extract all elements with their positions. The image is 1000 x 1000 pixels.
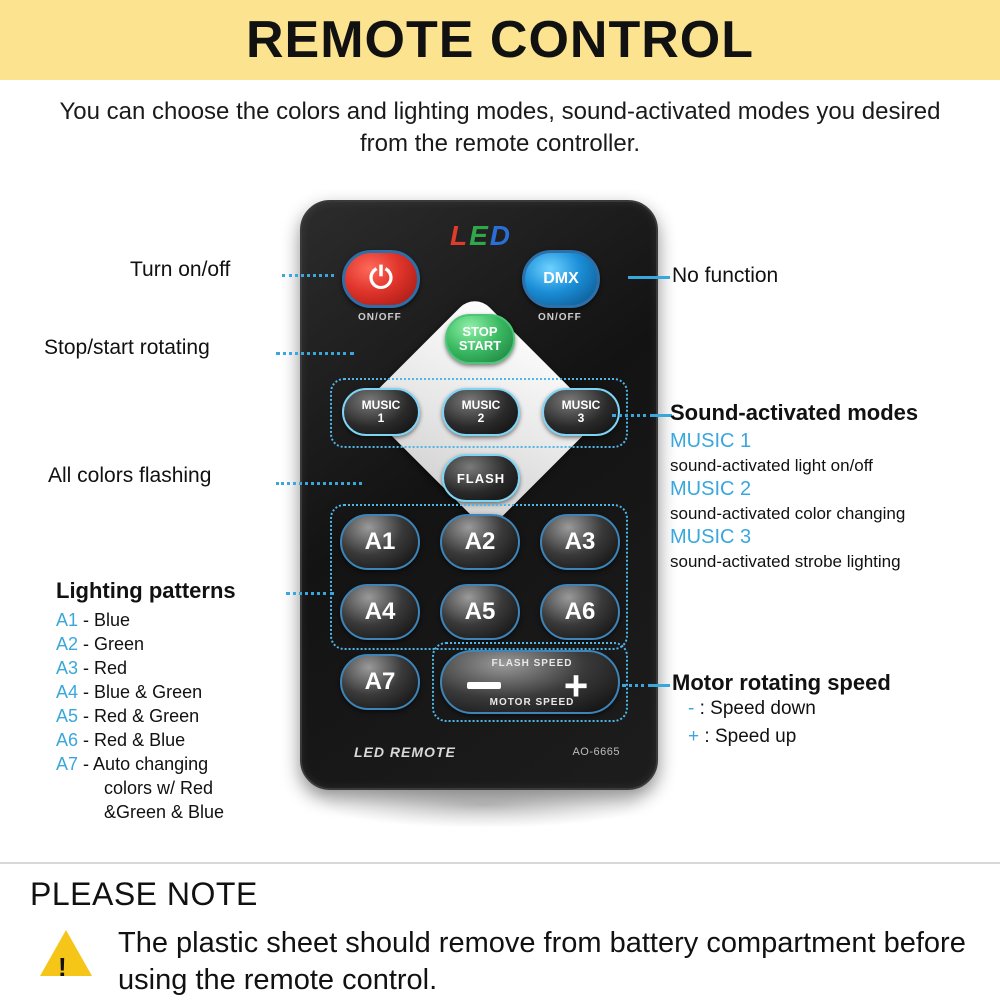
pattern-a7-extra-line2: &Green & Blue: [104, 802, 225, 822]
dmx-button-sublabel: ON/OFF: [538, 312, 582, 323]
callout-all-colors-flashing: All colors flashing: [48, 464, 212, 487]
header-banner: [0, 0, 1000, 80]
pattern-code-a6: A6: [56, 730, 79, 750]
sound-mode-2-desc: sound-activated color changing: [670, 504, 906, 523]
power-icon: ⏻: [369, 262, 393, 295]
pattern-list-item-a1: [56, 610, 130, 631]
led-logo: [302, 220, 660, 252]
leader-sound-modes-solid: [650, 414, 672, 417]
speed-up-button[interactable]: +: [563, 662, 589, 710]
pattern-desc-a7: - Auto changing: [83, 754, 209, 774]
speed-group-box: [432, 642, 628, 722]
callout-sound-modes-title: Sound-activated modes: [670, 400, 919, 425]
motor-speed-row-up: [688, 726, 796, 748]
pattern-desc-a5: - Red & Green: [83, 706, 200, 726]
flash-button[interactable]: FLASH: [442, 454, 520, 502]
motor-speed-row-down: [688, 698, 816, 720]
remote-brand: LED REMOTE: [354, 744, 456, 760]
led-logo-d: D: [489, 220, 513, 251]
pattern-desc-a1: - Blue: [83, 610, 131, 630]
pattern-list-item-a2: [56, 634, 144, 655]
leader-all-colors-flashing: [276, 482, 362, 485]
sound-mode-1-name: MUSIC 1: [670, 430, 752, 452]
pattern-button-a3[interactable]: A3: [540, 514, 620, 570]
page-title: REMOTE CONTROL: [246, 11, 754, 69]
callout-motor-speed-title: Motor rotating speed: [672, 670, 891, 695]
start-label: START: [458, 338, 502, 353]
pattern-group-box: [330, 504, 628, 650]
sound-mode-3-name: MUSIC 3: [670, 526, 752, 548]
pattern-code-a1: A1: [56, 610, 79, 630]
music-3-label: MUSIC: [561, 397, 601, 412]
callout-turn-on-off: Turn on/off: [130, 258, 231, 281]
leader-turn-on-off: [282, 274, 334, 277]
music-group-box: [330, 378, 628, 448]
pattern-button-a7[interactable]: A7: [340, 654, 420, 710]
leader-stop-start: [276, 352, 354, 355]
pattern-code-a7: A7: [56, 754, 79, 774]
music-2-number: 2: [477, 411, 485, 425]
sound-mode-3-desc: sound-activated strobe lighting: [670, 552, 901, 571]
sound-mode-2-name: MUSIC 2: [670, 478, 752, 500]
flash-speed-label: FLASH SPEED: [491, 658, 573, 669]
note-title: PLEASE NOTE: [30, 876, 258, 912]
led-logo-l: L: [449, 220, 470, 251]
pattern-button-a6[interactable]: A6: [540, 584, 620, 640]
pattern-code-a4: A4: [56, 682, 79, 702]
pattern-code-a3: A3: [56, 658, 79, 678]
pattern-desc-a4: - Blue & Green: [83, 682, 203, 702]
pattern-code-a5: A5: [56, 706, 79, 726]
motor-speed-desc-up: : Speed up: [704, 726, 797, 747]
pattern-desc-a3: - Red: [83, 658, 128, 678]
pattern-button-a5[interactable]: A5: [440, 584, 520, 640]
music-2-label: MUSIC: [461, 397, 501, 412]
warning-exclamation-icon: !: [58, 952, 67, 982]
remote-control-body: [300, 200, 658, 790]
callout-lighting-patterns-title: Lighting patterns: [56, 578, 236, 603]
pattern-list-item-a4: [56, 682, 202, 703]
pattern-desc-a2: - Green: [83, 634, 145, 654]
note-text: The plastic sheet should remove from battery compartment before using the remote control.: [118, 927, 966, 997]
pattern-button-a2[interactable]: A2: [440, 514, 520, 570]
pattern-button-a1[interactable]: A1: [340, 514, 420, 570]
motor-speed-label: MOTOR SPEED: [489, 697, 575, 708]
pattern-list-item-a3: [56, 658, 127, 679]
motor-speed-desc-down: : Speed down: [699, 698, 816, 719]
callout-stop-start: Stop/start rotating: [44, 336, 210, 359]
motor-speed-sign-up: +: [688, 726, 700, 747]
led-logo-e: E: [469, 220, 490, 251]
pattern-list-item-a5: [56, 706, 199, 727]
dmx-button[interactable]: DMX: [522, 250, 600, 308]
note-divider: [0, 862, 1000, 864]
motor-speed-sign-down: -: [688, 698, 695, 719]
pattern-desc-a6: - Red & Blue: [83, 730, 186, 750]
pattern-button-a4[interactable]: A4: [340, 584, 420, 640]
music-1-label: MUSIC: [361, 397, 401, 412]
sound-mode-1-desc: sound-activated light on/off: [670, 456, 873, 475]
callout-no-function: No function: [672, 264, 779, 287]
pattern-code-a2: A2: [56, 634, 79, 654]
pattern-a7-extra-line1: colors w/ Red: [104, 778, 214, 798]
music-1-number: 1: [377, 411, 385, 425]
leader-no-function: [628, 276, 670, 279]
page-subtitle: You can choose the colors and lighting modes, sound-activated modes you desired from the remote controller.: [59, 98, 941, 158]
remote-model: AO-6665: [572, 746, 620, 758]
stop-start-button[interactable]: [445, 314, 515, 364]
pattern-list-item-a6: [56, 730, 185, 751]
leader-sound-modes: [612, 414, 654, 417]
leader-lighting-patterns: [286, 592, 334, 595]
stop-label: STOP: [462, 324, 498, 340]
power-button[interactable]: [342, 250, 420, 308]
leader-motor-speed-solid: [648, 684, 670, 687]
pattern-list-item-a7: [56, 754, 208, 775]
music-3-number: 3: [577, 411, 585, 425]
power-button-sublabel: ON/OFF: [358, 312, 402, 323]
